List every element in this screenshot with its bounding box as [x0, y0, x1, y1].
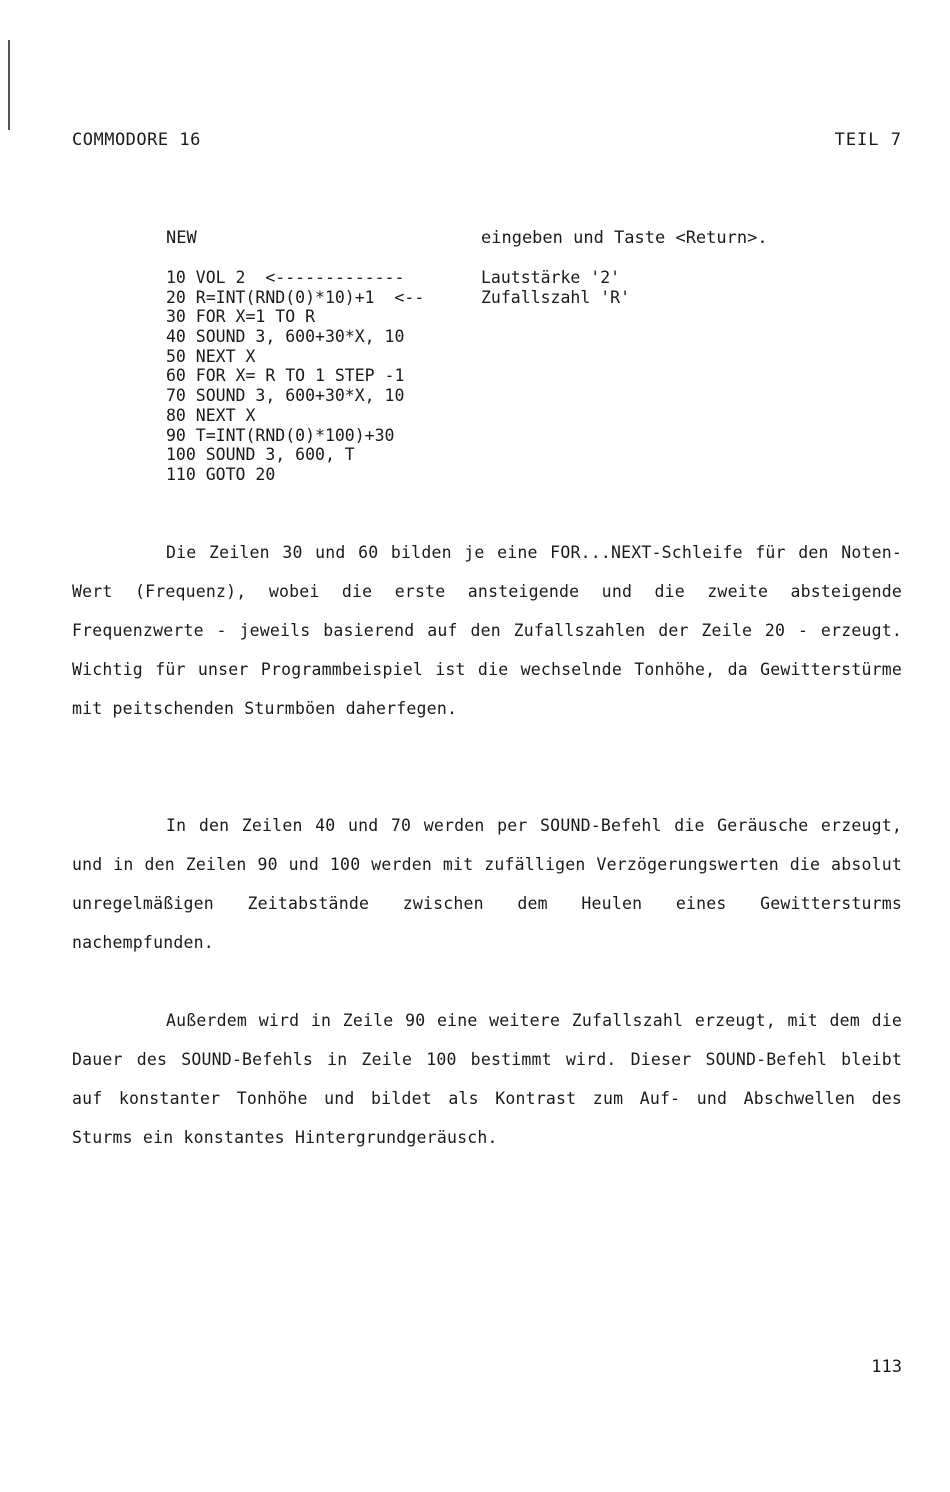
code-text: 10 VOL 2 <-------------: [166, 268, 405, 287]
code-line: [166, 445, 424, 465]
command-note: eingeben und Taste <Return>.: [481, 228, 768, 248]
code-line: [166, 406, 424, 426]
code-text: 70 SOUND 3, 600+30*X, 10: [166, 386, 405, 406]
code-line: [166, 366, 424, 386]
code-text: 100 SOUND 3, 600, T: [166, 445, 355, 465]
paragraph: [72, 806, 902, 962]
code-text: 20 R=INT(RND(0)*10)+1 <--: [166, 287, 425, 307]
header-part: TEIL 7: [834, 130, 902, 150]
code-text: 30 FOR X=1 TO R: [166, 307, 316, 327]
code-line: [166, 386, 424, 406]
code-text: 60 FOR X= R TO 1 STEP -1: [166, 366, 405, 386]
paragraph-text: Außerdem wird in Zeile 90 eine weitere Zufallszahl erzeugt, mit dem die Dauer des SOUND-Befehls in Zeile 100 bestimmt wird. Dieser SOUND-Befehl bleibt auf konstanter Tonhöhe und bildet als Kontrast zum Auf- und Abschwellen des Sturms ein konstantes Hintergrundgeräusch.: [72, 1011, 902, 1147]
scan-edge-mark: [8, 40, 10, 130]
code-line: [166, 307, 424, 327]
header-title: COMMODORE 16: [72, 130, 201, 150]
code-text: 80 NEXT X: [166, 405, 256, 425]
code-line: [166, 426, 424, 446]
code-line: [166, 268, 621, 288]
code-text: 40 SOUND 3, 600+30*X, 10: [166, 327, 405, 347]
code-line: [166, 327, 424, 347]
code-text: 110 GOTO 20: [166, 464, 276, 484]
code-comment: Lautstärke '2': [481, 268, 621, 287]
code-line: [166, 287, 631, 308]
page-number: 113: [871, 1357, 902, 1377]
paragraph-text: In den Zeilen 40 und 70 werden per SOUND-Befehl die Geräusche erzeugt, und in den Zeilen 90 und 100 werden mit zufälligen Verzögerungswerten die absolut unregelmäßigen Zeitabstände zwischen dem Heulen eines Gewittersturms nachempfunden.: [72, 816, 902, 952]
paragraph: [72, 1001, 902, 1157]
paragraph: [72, 533, 902, 728]
command-new: NEW: [166, 228, 197, 248]
code-line: [166, 347, 424, 367]
paragraph-text: Die Zeilen 30 und 60 bilden je eine FOR...NEXT-Schleife für den Noten-Wert (Frequenz), wobei die erste ansteigende und die zweite absteigende Frequenzwerte - jeweils basierend auf den Zufallszahlen der Zeile 20 - erzeugt. Wichtig für unser Programmbeispiel ist die wechselnde Tonhöhe, da Gewitterstürme mit peitschenden Sturmböen daherfegen.: [72, 543, 902, 718]
code-text: 50 NEXT X: [166, 346, 256, 366]
code-comment: Zufallszahl 'R': [481, 287, 631, 307]
basic-listing: [166, 268, 631, 485]
code-line: [166, 465, 424, 485]
code-text: 90 T=INT(RND(0)*100)+30: [166, 425, 395, 445]
